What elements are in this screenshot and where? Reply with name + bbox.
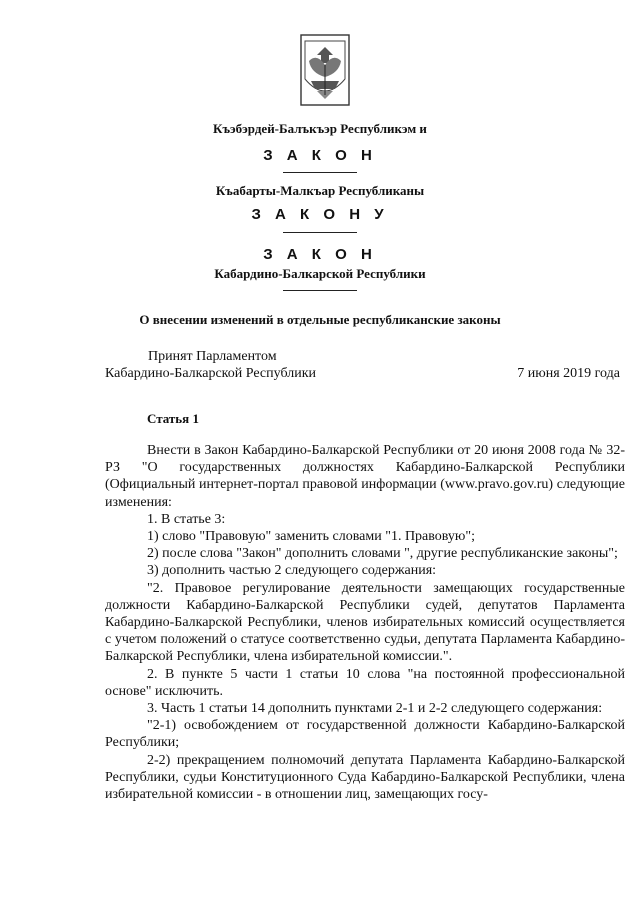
divider xyxy=(283,290,357,291)
adopted-by-line2: Кабардино-Балкарской Республики xyxy=(105,366,316,381)
balkar-title: Къабарты-Малкъар Республиканы xyxy=(215,183,425,198)
divider xyxy=(283,232,357,233)
paragraph: 2-2) прекращением полномочий депутата Парламента Кабардино-Балкарской Республики, судьи Конституционного Суда Кабардино-Балкарской Республики, члена избирательной комиссии - в отношении лиц, замещающих госу- xyxy=(105,752,625,803)
adopted-by-line1: Принят Парламентом xyxy=(148,349,277,364)
paragraph: 3. Часть 1 статьи 14 дополнить пунктами 2-1 и 2-2 следующего содержания: xyxy=(147,701,603,717)
paragraph: "2. Правовое регулирование деятельности замещающих государственные должности Кабардино-Балкарской Республики судей, депутатов Парламента Кабардино-Балкарской Республики, членов избирательных комиссий осуществляется с учетом положений о статусе соответственно судьи, депутата Парламента Кабардино-Балкарской Республики, члена избирательной комиссии.". xyxy=(105,580,625,665)
law-subject: О внесении изменений в отдельные республиканские законы xyxy=(139,312,501,327)
article-body xyxy=(105,442,625,803)
paragraph: Внести в Закон Кабардино-Балкарской Республики от 20 июня 2008 года № 32-РЗ "О государственных должностях Кабардино-Балкарской Республики (Официальный интернет-портал правовой информации (www.pravo.gov.ru) следующие изменения: xyxy=(105,443,625,510)
paragraph: 1) слово "Правовую" заменить словами "1. Правовую"; xyxy=(147,529,475,545)
paragraph: 2) после слова "Закон" дополнить словами ", другие республиканские законы"; xyxy=(147,546,618,562)
article-heading: Статья 1 xyxy=(147,411,199,426)
divider xyxy=(283,172,357,173)
kabardian-law-heading: З А К О Н xyxy=(263,147,377,164)
balkar-law-heading: З А К О Н У xyxy=(251,206,389,223)
russian-law-heading: З А К О Н xyxy=(263,246,377,263)
paragraph: "2-1) освобождением от государственной должности Кабардино-Балкарской Республики; xyxy=(105,718,625,751)
paragraph: 1. В статье 3: xyxy=(147,511,226,527)
paragraph: 2. В пункте 5 части 1 статьи 10 слова "на постоянной профессиональной основе" исключить. xyxy=(105,666,625,699)
coat-of-arms-icon xyxy=(299,33,351,107)
paragraph: 3) дополнить частью 2 следующего содержания: xyxy=(147,563,437,579)
russian-title: Кабардино-Балкарской Республики xyxy=(214,266,426,281)
kabardian-title: Къэбэрдей-Балъкъэр Республикэм и xyxy=(213,121,427,136)
adoption-date: 7 июня 2019 года xyxy=(517,366,620,381)
